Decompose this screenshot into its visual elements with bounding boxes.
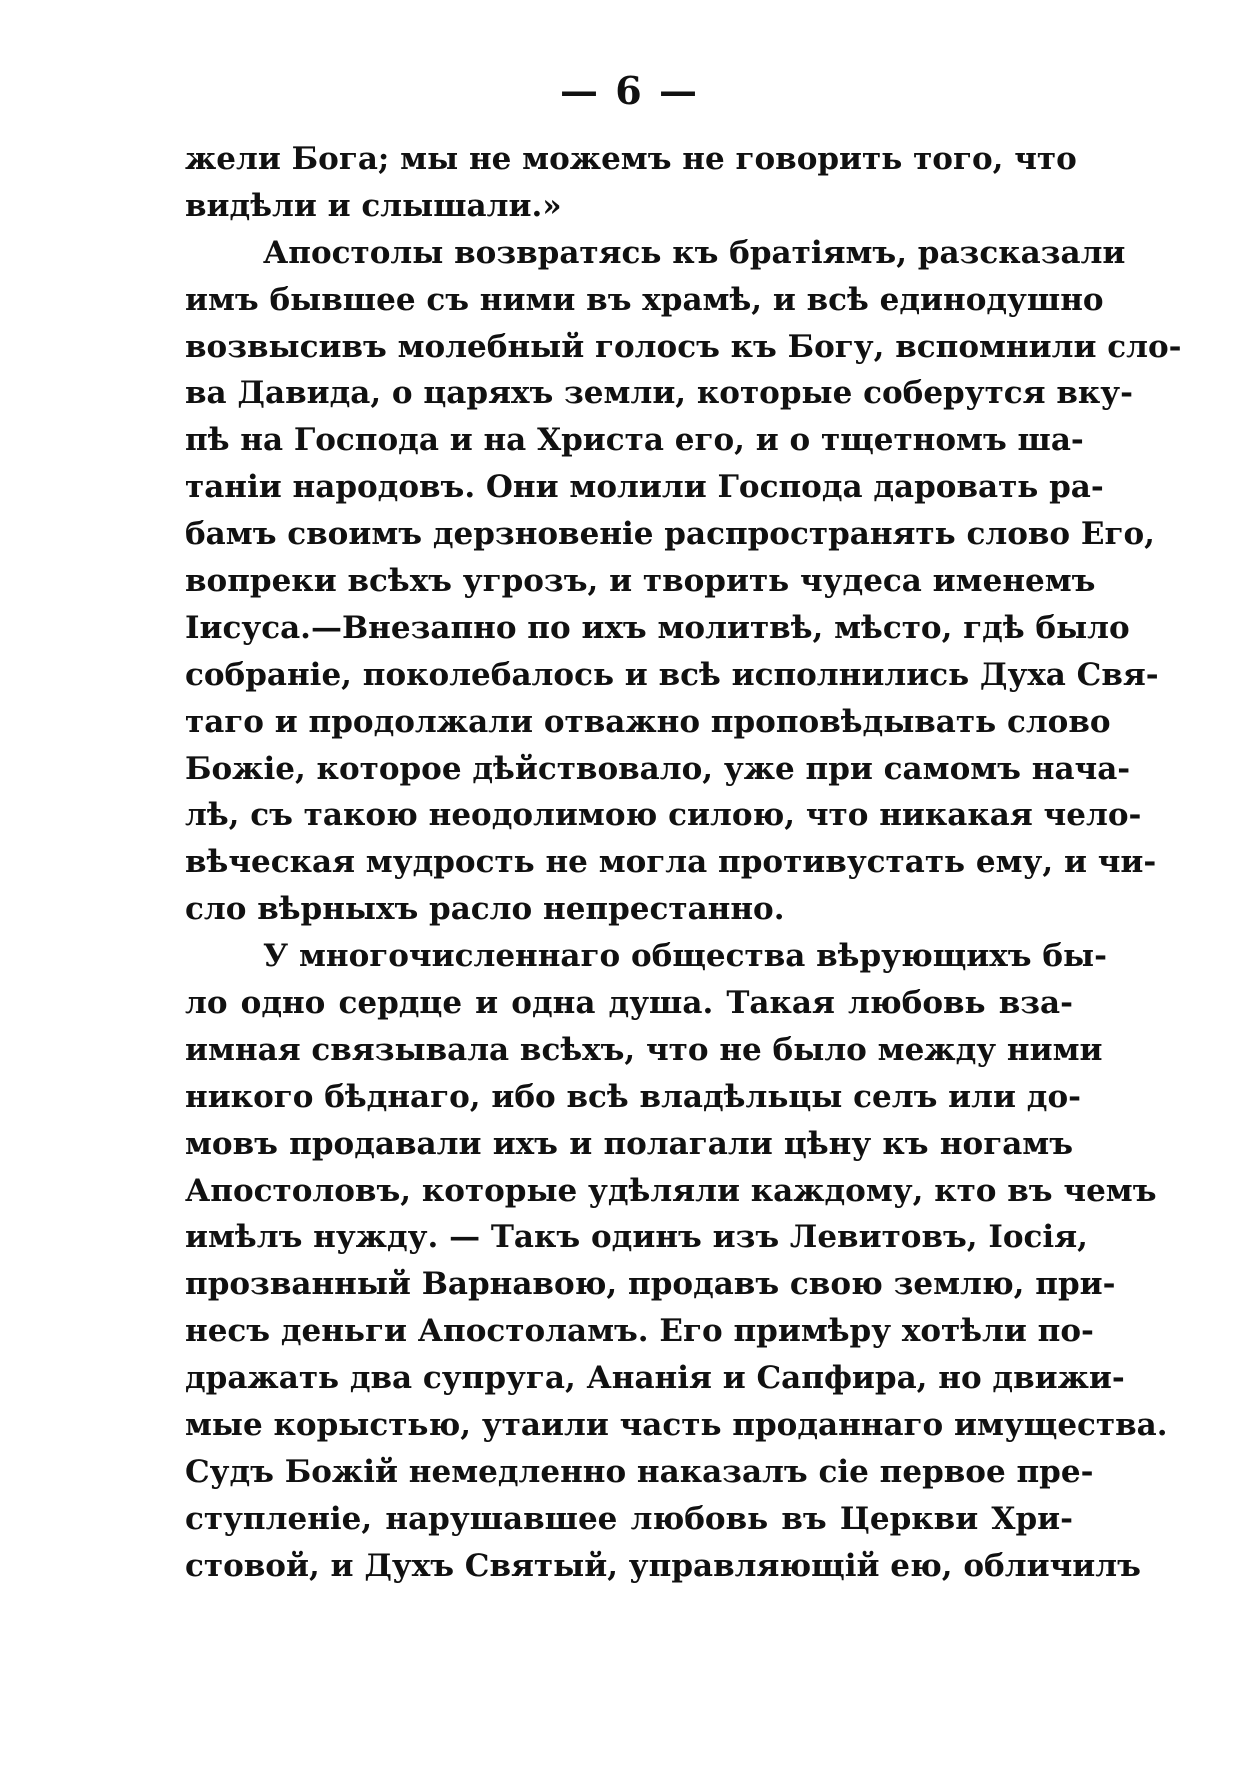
text-line: таго и продолжали отважно проповѣдывать слово xyxy=(185,703,1111,740)
text-line: никого бѣднаго, ибо всѣ владѣльцы селъ или до- xyxy=(185,1078,1082,1115)
paragraph-first-line: Апостолы возвратясь къ братіямъ, разсказали xyxy=(263,234,1126,271)
text-line: имѣлъ нужду. — Такъ одинъ изъ Левитовъ, Іосія, xyxy=(185,1219,1088,1256)
text-line: мые корыстью, утаили часть проданнаго имущества. xyxy=(185,1407,1168,1444)
body-text xyxy=(185,136,1182,1590)
text-line: таніи народовъ. Они молили Господа даровать ра- xyxy=(185,469,1104,506)
text-line: ступленіе, нарушавшее любовь въ Церкви Хри- xyxy=(185,1500,1073,1537)
text-line: ва Давида, о царяхъ земли, которые соберутся вку- xyxy=(185,375,1133,412)
text-line: Апостоловъ, которые удѣляли каждому, кто въ чемъ xyxy=(185,1172,1157,1209)
text-line: Божіе, которое дѣйствовало, уже при самомъ нача- xyxy=(185,750,1131,787)
text-line: собраніе, поколебалось и всѣ исполнились Духа Свя- xyxy=(185,656,1159,693)
text-line: пѣ на Господа и на Христа его, и о тщетномъ ша- xyxy=(185,422,1084,459)
text-line: видѣли и слышали.» xyxy=(185,187,562,224)
text-line: Судъ Божій немедленно наказалъ сіе первое пре- xyxy=(185,1453,1094,1490)
page-number: — 6 — xyxy=(560,68,699,113)
text-line: стовой, и Духъ Святый, управляющій ею, обличилъ xyxy=(185,1547,1141,1584)
text-line: Іисуса.—Внезапно по ихъ молитвѣ, мѣсто, гдѣ было xyxy=(185,609,1130,646)
text-line: мовъ продавали ихъ и полагали цѣну къ ногамъ xyxy=(185,1125,1073,1162)
text-line: вопреки всѣхъ угрозъ, и творить чудеса именемъ xyxy=(185,563,1096,600)
text-line: несъ деньги Апостоламъ. Его примѣру хотѣли по- xyxy=(185,1313,1094,1350)
text-line: вѣческая мудрость не могла противустать ему, и чи- xyxy=(185,844,1157,881)
text-line: имъ бывшее съ ними въ храмѣ, и всѣ единодушно xyxy=(185,281,1104,318)
text-line: ло одно сердце и одна душа. Такая любовь вза- xyxy=(185,985,1073,1022)
text-line: имная связывала всѣхъ, что не было между ними xyxy=(185,1031,1103,1068)
text-line: дражать два супруга, Ананія и Сапфира, но движи- xyxy=(185,1360,1125,1397)
text-line: сло вѣрныхъ расло непрестанно. xyxy=(185,891,785,928)
paragraph-first-line: У многочисленнаго общества вѣрующихъ бы- xyxy=(263,938,1107,975)
text-line: лѣ, съ такою неодолимою силою, что никакая чело- xyxy=(185,797,1142,834)
text-line: возвысивъ молебный голосъ къ Богу, вспомнили сло- xyxy=(185,328,1182,365)
text-line: жели Бога; мы не можемъ не говорить того, что xyxy=(185,141,1077,177)
text-line: бамъ своимъ дерзновеніе распространять слово Его, xyxy=(185,516,1155,553)
text-line: прозванный Варнавою, продавъ свою землю, при- xyxy=(185,1266,1116,1303)
